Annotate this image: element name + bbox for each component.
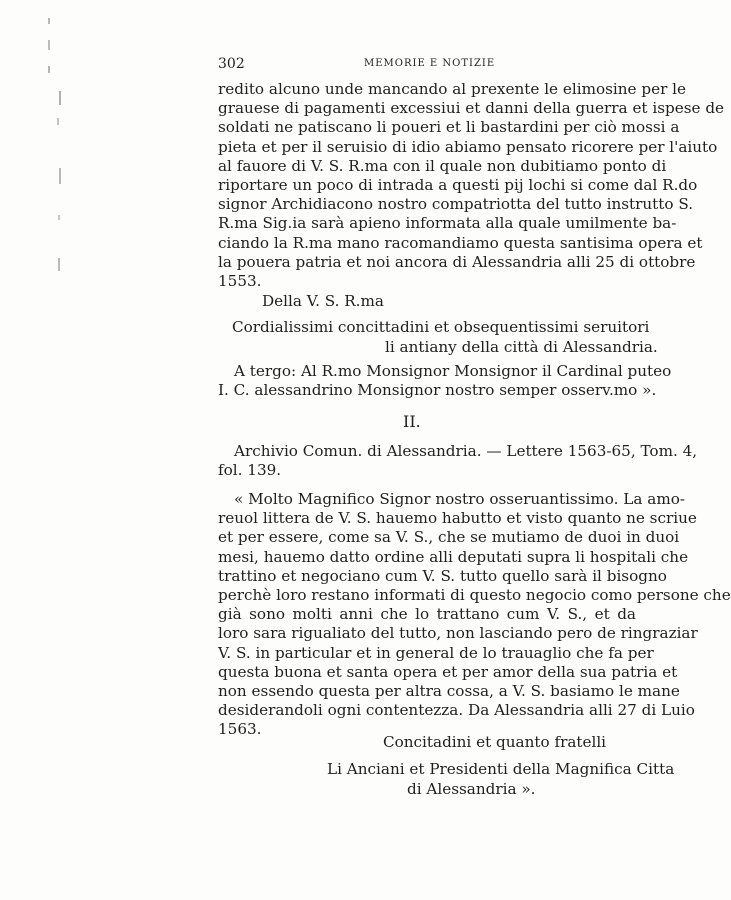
text-line: ciando la R.ma mano racomandiamo questa santisima opera et <box>218 233 703 252</box>
text-line: fol. 139. <box>218 461 282 480</box>
text-line: mesi, hauemo datto ordine alli deputati supra li hospitali che <box>218 547 689 566</box>
text-line: R.ma Sig.ia sarà apieno informata alla quale umilmente ba- <box>218 214 677 233</box>
text-line: Archivio Comun. di Alessandria. — Lettere 1563-65, Tom. 4, <box>234 442 698 460</box>
text-line: reuol littera de V. S. hauemo habutto et visto quanto ne scriue <box>218 509 697 528</box>
text-line: grauese di pagamenti excessiui et danni della guerra et ispese de <box>218 99 725 118</box>
text-line: trattino et negociano cum V. S. tutto quello sarà il bisogno <box>218 566 667 585</box>
letter-2-body <box>218 490 731 739</box>
text-line: I. C. alessandrino Monsignor nostro semper osserv.mo ». <box>218 381 657 400</box>
text-line: et per essere, come sa V. S., che se mutiamo de duoi in duoi <box>218 528 680 547</box>
letter-1-closing-1: Cordialissimi concittadini et obsequentissimi seruitori <box>232 318 650 336</box>
text-line: « Molto Magnifico Signor nostro osseruantissimo. La amo- <box>234 490 686 508</box>
letter-1-body <box>218 80 725 291</box>
text-line: già sono molti anni che lo trattano cum V. S., et da <box>218 605 636 624</box>
letter-1-address <box>218 362 672 400</box>
letter-2-closing-2: Li Anciani et Presidenti della Magnifica Citta <box>327 760 675 778</box>
scan-margin-marks <box>0 0 70 900</box>
text-line: signor Archidiacono nostro compatriotta del tutto instrutto S. <box>218 195 694 214</box>
text-line: pieta et per il seruisio di idio abiamo pensato ricorere per l'aiuto <box>218 137 718 156</box>
page-header <box>218 56 638 74</box>
text-line: V. S. in particular et in general de lo trauaglio che fa per <box>218 643 654 662</box>
text-line: A tergo: Al R.mo Monsignor Monsignor il Cardinal puteo <box>234 362 672 380</box>
letter-1-closing-2: li antiany della città di Alessandria. <box>385 338 658 356</box>
text-line: non essendo questa per altra cossa, a V. S. basiamo le mane <box>218 681 680 700</box>
text-line: soldati ne patiscano li poueri et li bastardini per ciò mossi a <box>218 118 680 137</box>
text-line: perchè loro restano informati di questo negocio como persone che <box>218 585 731 604</box>
text-line: riportare un poco di intrada a questi pij lochi si come dal R.do <box>218 175 698 194</box>
letter-2-closing-1: Concitadini et quanto fratelli <box>383 733 607 751</box>
text-line: 1563. <box>218 720 262 739</box>
page-number: 302 <box>218 56 245 72</box>
section-numeral: II. <box>403 412 421 431</box>
section-two-source <box>218 442 698 480</box>
text-line: redito alcuno unde mancando al prexente le elimosine per le <box>218 80 687 98</box>
text-line: loro sara rigualiato del tutto, non lasciando pero de ringraziar <box>218 624 698 643</box>
text-line: desiderandoli ogni contentezza. Da Alessandria alli 27 di Luio <box>218 701 695 720</box>
letter-1-salutation: Della V. S. R.ma <box>262 292 384 310</box>
text-line: al fauore di V. S. R.ma con il quale non dubitiamo ponto di <box>218 156 667 175</box>
text-line: 1553. <box>218 271 262 290</box>
letter-2-closing-3: di Alessandria ». <box>407 780 536 798</box>
text-line: la pouera patria et noi ancora di Alessandria alli 25 di ottobre <box>218 252 696 271</box>
running-title: MEMORIE E NOTIZIE <box>364 58 496 69</box>
text-line: questa buona et santa opera et per amor della sua patria et <box>218 662 678 681</box>
